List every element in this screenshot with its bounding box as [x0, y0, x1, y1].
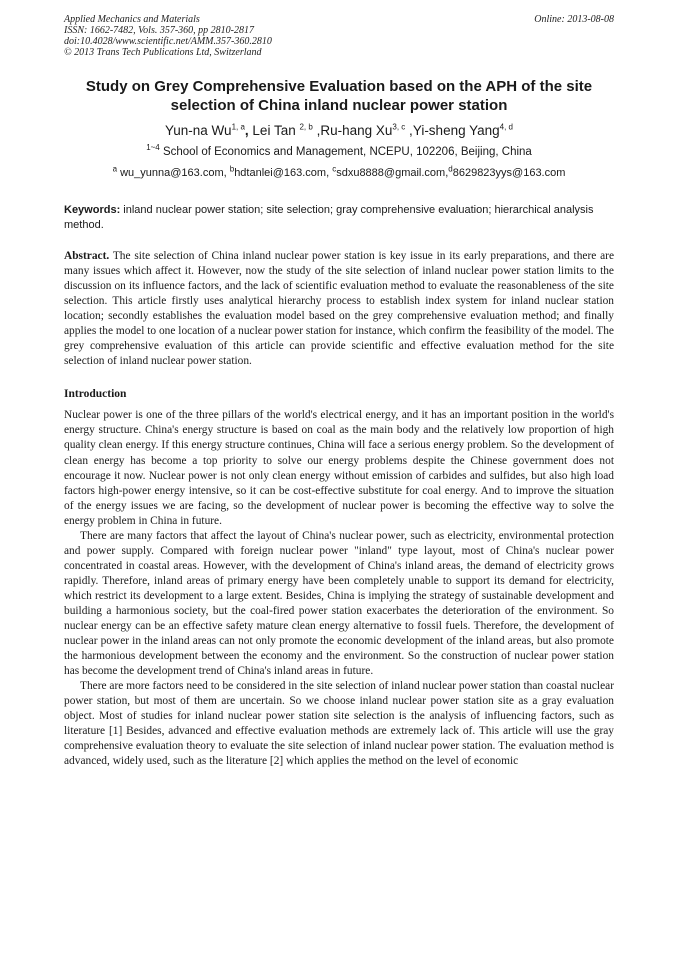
author-superscript: 4, d: [499, 122, 513, 132]
author-name: Ru-hang Xu: [320, 123, 393, 138]
copyright-line: © 2013 Trans Tech Publications Ltd, Switzerland: [64, 47, 262, 58]
intro-paragraph: Nuclear power is one of the three pillars of the world's electrical energy, and it has an important position in the world's energy structure. China's energy structure is based on coal as the main body and the relatively low proportion of high quality clean energy. If this energy structure continues, China will face a serious energy problem. So the development of clean energy has become a top priority to solve our energy problems despite the Chinese government does not encourage it now. Nuclear power is not only clean energy without emission of carbides and sulfides, but also high load factors high-power energy intensive, so it can be cost-effective substitute for coal energy. And to improve the situation of the energy issues we are facing, so the development of nuclear power is becoming the effective way to solve the energy problem in China in future.: [64, 409, 614, 527]
email-superscript: c: [332, 164, 337, 174]
intro-paragraph: There are many factors that affect the layout of China's nuclear power, such as electricity, environmental protection and power supply. Compared with foreign nuclear power "inland" type layout, most of China's nuclear power concentrated in coastal areas. However, with the development of China's inland areas, the demand of electricity grows rapidly. Therefore, inland areas of primary energy have been completely unable to support its demand for electricity, which restrict its development to a large extent. Besides, China is implying the strategy of sustainable development and building a harmonious society, but the coal-fired power station exacerbates the deterioration of the environment. So nuclear energy can be an effective safety mature clean energy alternative to fossil fuels. Therefore, the development of nuclear power in the inland areas can not only promote the economic development of the inland areas, but also promote the harmonious development between the economy and the environment. So the construction of nuclear power station has become the development trend of China's inland areas in future.: [64, 529, 614, 678]
email-address: hdtanlei@163.com,: [234, 167, 333, 179]
keywords-text: inland nuclear power station; site selection; gray comprehensive evaluation; hierarchical analysis method.: [64, 204, 594, 231]
doi-line: doi:10.4028/www.scientific.net/AMM.357-360.2810: [64, 36, 272, 47]
author-superscript: 3, c: [392, 122, 406, 132]
paper-title: Study on Grey Comprehensive Evaluation based on the APH of the site selection of China inland nuclear power station: [85, 78, 593, 114]
author-name: Lei Tan: [252, 123, 300, 138]
email-list: [64, 166, 614, 181]
email-superscript: a: [112, 164, 118, 174]
author-superscript: 1, a: [231, 122, 245, 132]
author-list: [64, 121, 614, 141]
author-superscript: 2, b: [299, 122, 313, 132]
online-date: Online: 2013-08-08: [534, 14, 614, 25]
keywords: [64, 203, 614, 233]
journal-header: [64, 14, 614, 58]
affiliation-text: School of Economics and Management, NCEPU, 102206, Beijing, China: [159, 146, 532, 158]
keywords-label: Keywords:: [64, 204, 121, 216]
intro-paragraph: There are more factors need to be considered in the site selection of inland nuclear power station than coastal nuclear power station, but most of them are uncertain. So we choose inland nuclear power station site as a gray evaluation object. Most of studies for inland nuclear power station site selection is the analysis of influencing factors, such as literature [1] Besides, advanced and effective evaluation methods are extremely lack of. This article will use the gray comprehensive evaluation theory to evaluate the site selection of inland nuclear power station. The evaluation method is advanced, widely used, such as the literature [2] which applies the method on the level of economic: [64, 680, 614, 768]
author-name: Yi-sheng Yang: [412, 123, 500, 138]
email-superscript: b: [229, 164, 235, 174]
author-separator: ,: [312, 123, 321, 138]
affiliation-superscript: 1~4: [146, 143, 160, 153]
email-address: 8629823yys@163.com: [452, 167, 566, 179]
abstract-text: The site selection of China inland nuclear power station is key issue in its early preparations, and there are many issues which affect it. However, now the study of the site selection of inland nuclear power station limits to the discussion on its influence factors, and the lack of scientific evaluation method to evaluate the reasonableness of the site selection. This article firstly uses analytical hierarchy process to establish index system for inland nuclear station location; secondly establishes the evaluation model based on the grey comprehensive evaluation method; and finally applies the model to one location of a nuclear power station for instance, which confirm the feasibility of the model. The grey comprehensive evaluation of this article can provide scientific and effective evaluation method for the site selection of inland nuclear power station.: [64, 250, 614, 368]
email-address: wu_yunna@163.com,: [117, 167, 230, 179]
author-name: Yun-na Wu: [165, 123, 232, 138]
journal-name: Applied Mechanics and Materials: [64, 14, 200, 25]
email-address: sdxu8888@gmail.com,: [336, 167, 449, 179]
email-superscript: d: [448, 164, 453, 174]
issn-line: ISSN: 1662-7482, Vols. 357-360, pp 2810-2817: [64, 25, 254, 36]
section-heading-introduction: Introduction: [64, 388, 127, 401]
abstract: [64, 249, 614, 369]
affiliation: [64, 145, 614, 160]
author-separator: ,: [244, 123, 253, 138]
author-separator: ,: [405, 123, 413, 138]
abstract-label: Abstract.: [64, 250, 110, 262]
